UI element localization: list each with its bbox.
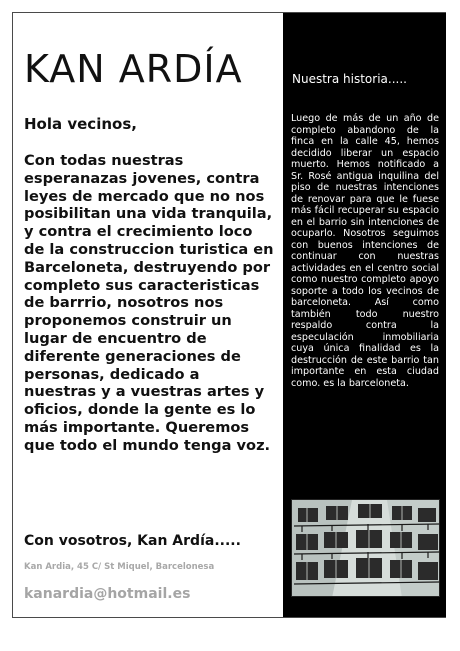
poster-title: KAN ARDÍA <box>24 47 243 91</box>
email-address: kanardia@hotmail.es <box>24 586 191 602</box>
greeting: Hola vecinos, <box>24 115 137 133</box>
address: Kan Ardia, 45 C/ St Miquel, Barcelonesa <box>24 562 215 572</box>
building-facade-photo <box>291 499 440 597</box>
signoff: Con vosotros, Kan Ardía..... <box>24 533 241 549</box>
history-title: Nuestra historia..... <box>292 72 407 86</box>
history-sidebar <box>283 13 446 617</box>
poster-sheet <box>12 12 446 618</box>
main-column <box>13 13 283 617</box>
history-text: Luego de más de un año de completo abandono de la finca en la calle 45, hemos decidido liberar un espacio muerto. Hemos notificado a Sr. Rosé antigua inquilina del piso de nuestras intenciones de renovar para que le fuese más fácil recuperar su espacio en el barrio sin intenciones de ocuparlo. Nosotros seguimos con buenos intenciones de continuar con nuestras actividades en el centro social como nuestro completo apoyo soporte a todo los vecinos de barceloneta. Así como también todo nuestro respaldo contra la especulación inmobiliaria cuya única finalidad es la destrucción de este barrio tan importante en esta ciudad como. es la barceloneta. <box>291 113 439 389</box>
manifesto-text: Con todas nuestras esperanazas jovenes, contra leyes de mercado que no nos posibilitan una vida tranquila, y contra el crecimiento loco de la construccion turistica en Barceloneta, destruyendo por completo sus caracteristicas de barrrio, nosotros nos proponemos construir un lugar de encuentro de diferente generaciones de personas, dedicado a nuestras y a vuestras artes y oficios, donde la gente es lo más importante. Queremos que todo el mundo tenga voz. <box>24 152 274 454</box>
